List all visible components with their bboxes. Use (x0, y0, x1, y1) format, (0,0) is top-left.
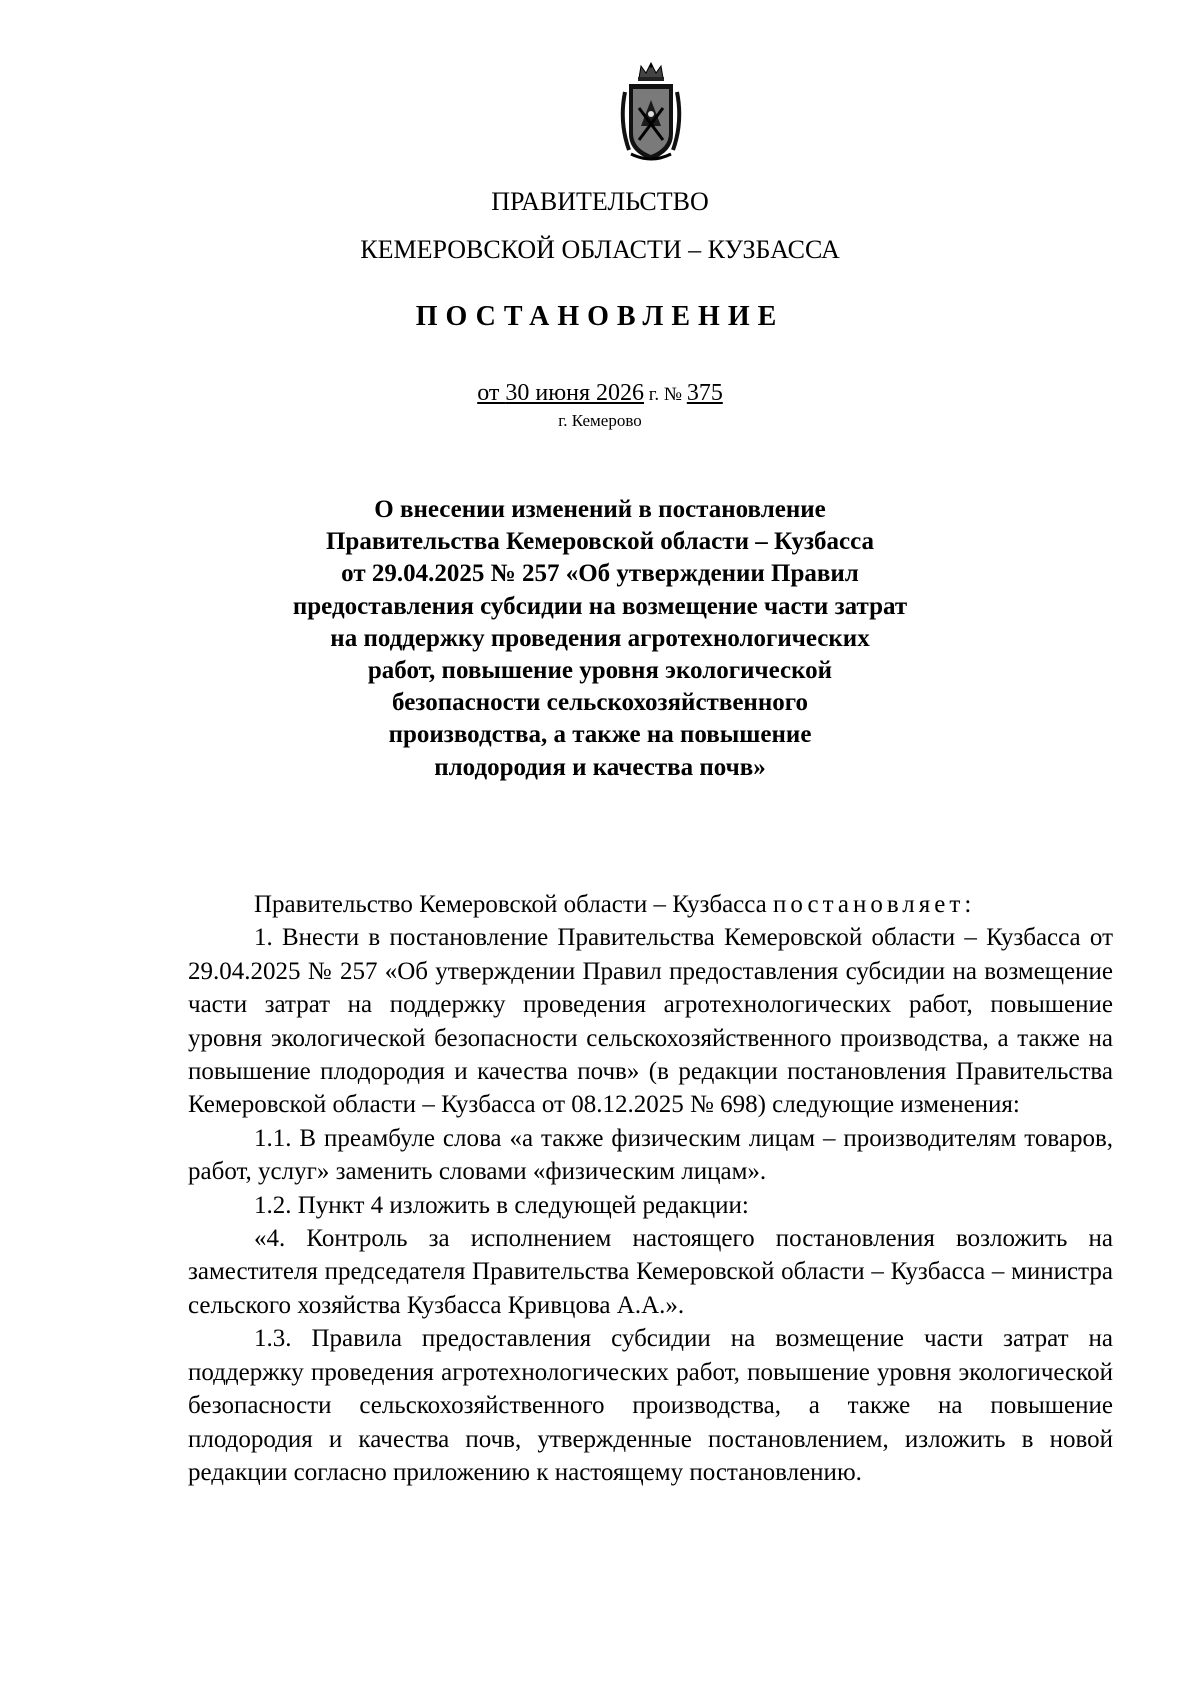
decree-word: постановляет (773, 891, 965, 918)
clause-1-1: 1.1. В преамбуле слова «а также физическим лицам – производителям товаров, работ, услуг» заменить словами «физическим лицам». (188, 1124, 1113, 1186)
year-suffix: г. (644, 384, 660, 405)
number-sign: № (659, 384, 687, 405)
date-prefix: от (477, 380, 506, 406)
clause-1-2: 1.2. Пункт 4 изложить в следующей редакции: (254, 1191, 749, 1219)
document-number: 375 (686, 380, 723, 406)
title-line: производства, а также на повышение (388, 721, 812, 749)
title-line: безопасности сельскохозяйственного (392, 689, 808, 717)
document-title (0, 494, 1200, 784)
title-line: плодородия и качества почв» (434, 753, 766, 781)
document-date: 30 июня 2026 (505, 380, 645, 406)
title-line: предоставления субсидии на возмещение части затрат (292, 592, 908, 620)
document-date-number (0, 378, 1200, 410)
clause-1-2-quote: «4. Контроль за исполнением настоящего постановления возложить на заместителя председателя Правительства Кемеровской области – Кузбасса – министра сельского хозяйства Кузбасса Кривцова А.А.». (188, 1225, 1113, 1319)
preamble-text: Правительство Кемеровской области – Кузбасса (254, 891, 774, 918)
government-name-line2: КЕМЕРОВСКОЙ ОБЛАСТИ – КУЗБАССА (360, 235, 840, 264)
government-name-line1: ПРАВИТЕЛЬСТВО (491, 187, 709, 216)
document-type-heading: ПОСТАНОВЛЕНИЕ (415, 301, 785, 332)
preamble-paragraph (188, 888, 1113, 921)
document-body (188, 888, 1113, 1489)
coat-of-arms-emblem (615, 62, 687, 164)
clause-1: 1. Внести в постановление Правительства Кемеровской области – Кузбасса от 29.04.2025 № 257 «Об утверждении Правил предоставления субсидии на возмещение части затрат на поддержку проведения агротехнологических работ, повышение уровня экологической безопасности сельскохозяйственного производства, а также на повышение плодородия и качества почв» (в редакции постановления Правительства Кемеровской области – Кузбасса от 08.12.2025 № 698) следующие изменения: (188, 924, 1113, 1119)
issue-city: г. Кемерово (558, 411, 642, 430)
title-line: работ, повышение уровня экологической (367, 657, 833, 685)
title-line: О внесении изменений в постановление (374, 496, 826, 523)
title-line: на поддержку проведения агротехнологических (330, 624, 870, 652)
title-line: от 29.04.2025 № 257 «Об утверждении Правил (341, 560, 859, 588)
title-line: Правительства Кемеровской области – Кузбасса (325, 528, 875, 556)
preamble-colon: : (964, 891, 972, 918)
clause-1-3: 1.3. Правила предоставления субсидии на возмещение части затрат на поддержку проведения агротехнологических работ, повышение уровня экологической безопасности сельскохозяйственного производства, а также на повышение плодородия и качества почв, утвержденные постановлением, изложить в новой редакции согласно приложению к настоящему постановлению. (188, 1325, 1113, 1486)
